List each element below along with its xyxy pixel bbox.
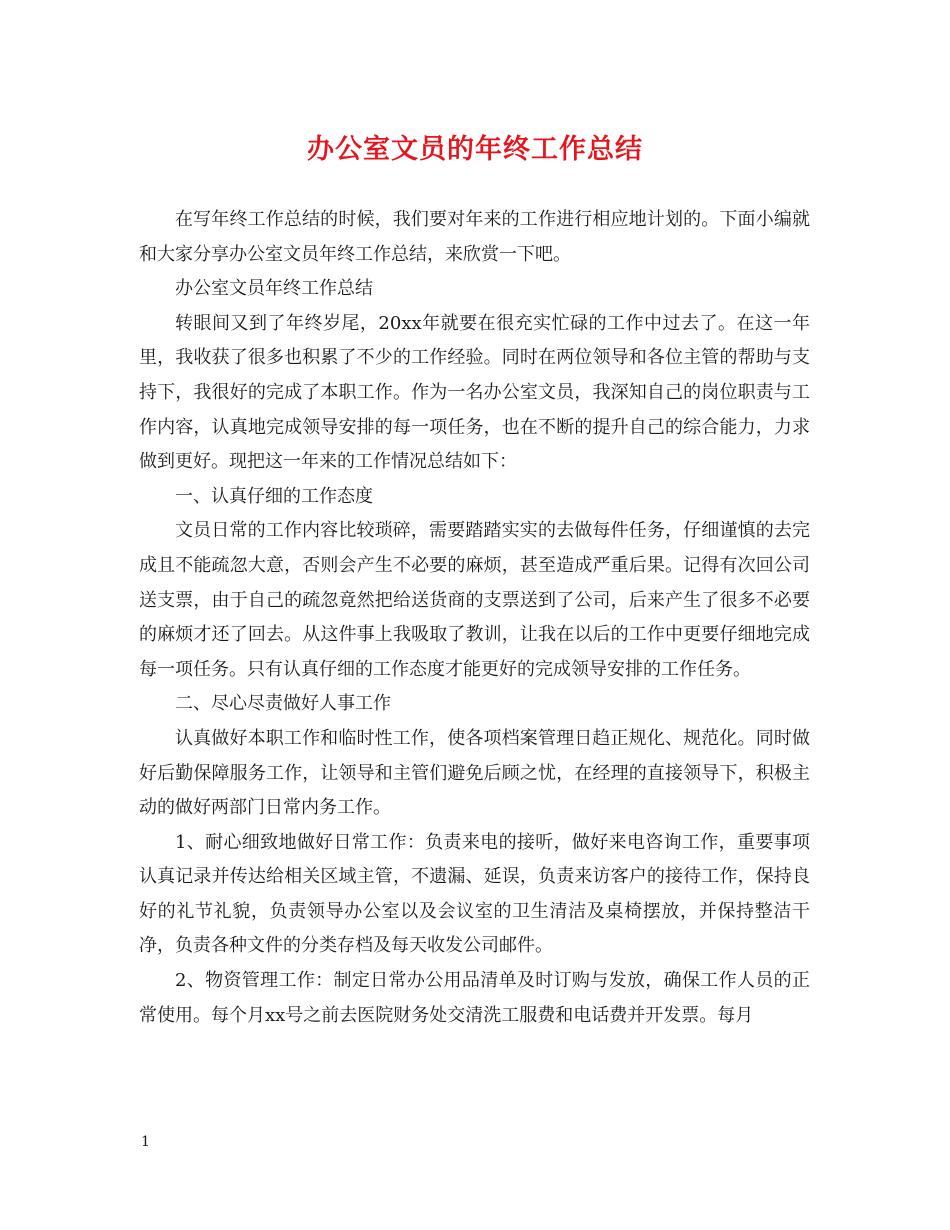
- paragraph-item-1: 1、耐心细致地做好日常工作：负责来电的接听，做好来电咨询工作，重要事项认真记录并传达给相关区域主管，不遗漏、延误，负责来访客户的接待工作，保持良好的礼节礼貌，负责领导办公室以及会议室的卫生清洁及桌椅摆放，并保持整洁干净，负责各种文件的分类存档及每天收发公司邮件。: [139, 831, 810, 957]
- document-body: [139, 203, 810, 1033]
- section-heading-1: 一、认真仔细的工作态度: [175, 485, 373, 507]
- paragraph-subtitle: 办公室文员年终工作总结: [175, 278, 373, 300]
- document-title: 办公室文员的年终工作总结: [307, 134, 643, 165]
- paragraph-item-2: 2、物资管理工作：制定日常办公用品清单及时订购与发放，确保工作人员的正常使用。每个月xx号之前去医院财务处交清洗工服费和电话费并开发票。每月: [139, 970, 810, 1026]
- paragraph-overview: 转眼间又到了年终岁尾，20xx年就要在很充实忙碌的工作中过去了。在这一年里，我收获了很多也积累了不少的工作经验。同时在两位领导和各位主管的帮助与支持下，我很好的完成了本职工作。作为一名办公室文员，我深知自己的岗位职责与工作内容，认真地完成领导安排的每一项任务，也在不断的提升自己的综合能力，力求做到更好。现把这一年来的工作情况总结如下：: [139, 312, 810, 473]
- page-number: 1: [141, 1134, 150, 1150]
- paragraph-intro: 在写年终工作总结的时候，我们要对年来的工作进行相应地计划的。下面小编就和大家分享办公室文员年终工作总结，来欣赏一下吧。: [139, 209, 810, 265]
- paragraph-section-1: 文员日常的工作内容比较琐碎，需要踏踏实实的去做每件任务，仔细谨慎的去完成且不能疏忽大意，否则会产生不必要的麻烦，甚至造成严重后果。记得有次回公司送支票，由于自己的疏忽竟然把给送货商的支票送到了公司，后来产生了很多不必要的麻烦才还了回去。从这件事上我吸取了教训，让我在以后的工作中更要仔细地完成每一项任务。只有认真仔细的工作态度才能更好的完成领导安排的工作任务。: [139, 520, 810, 680]
- section-heading-2: 二、尽心尽责做好人事工作: [175, 693, 391, 715]
- paragraph-section-2: 认真做好本职工作和临时性工作，使各项档案管理日趋正规化、规范化。同时做好后勤保障服务工作，让领导和主管们避免后顾之忧，在经理的直接领导下，积极主动的做好两部门日常内务工作。: [139, 727, 810, 819]
